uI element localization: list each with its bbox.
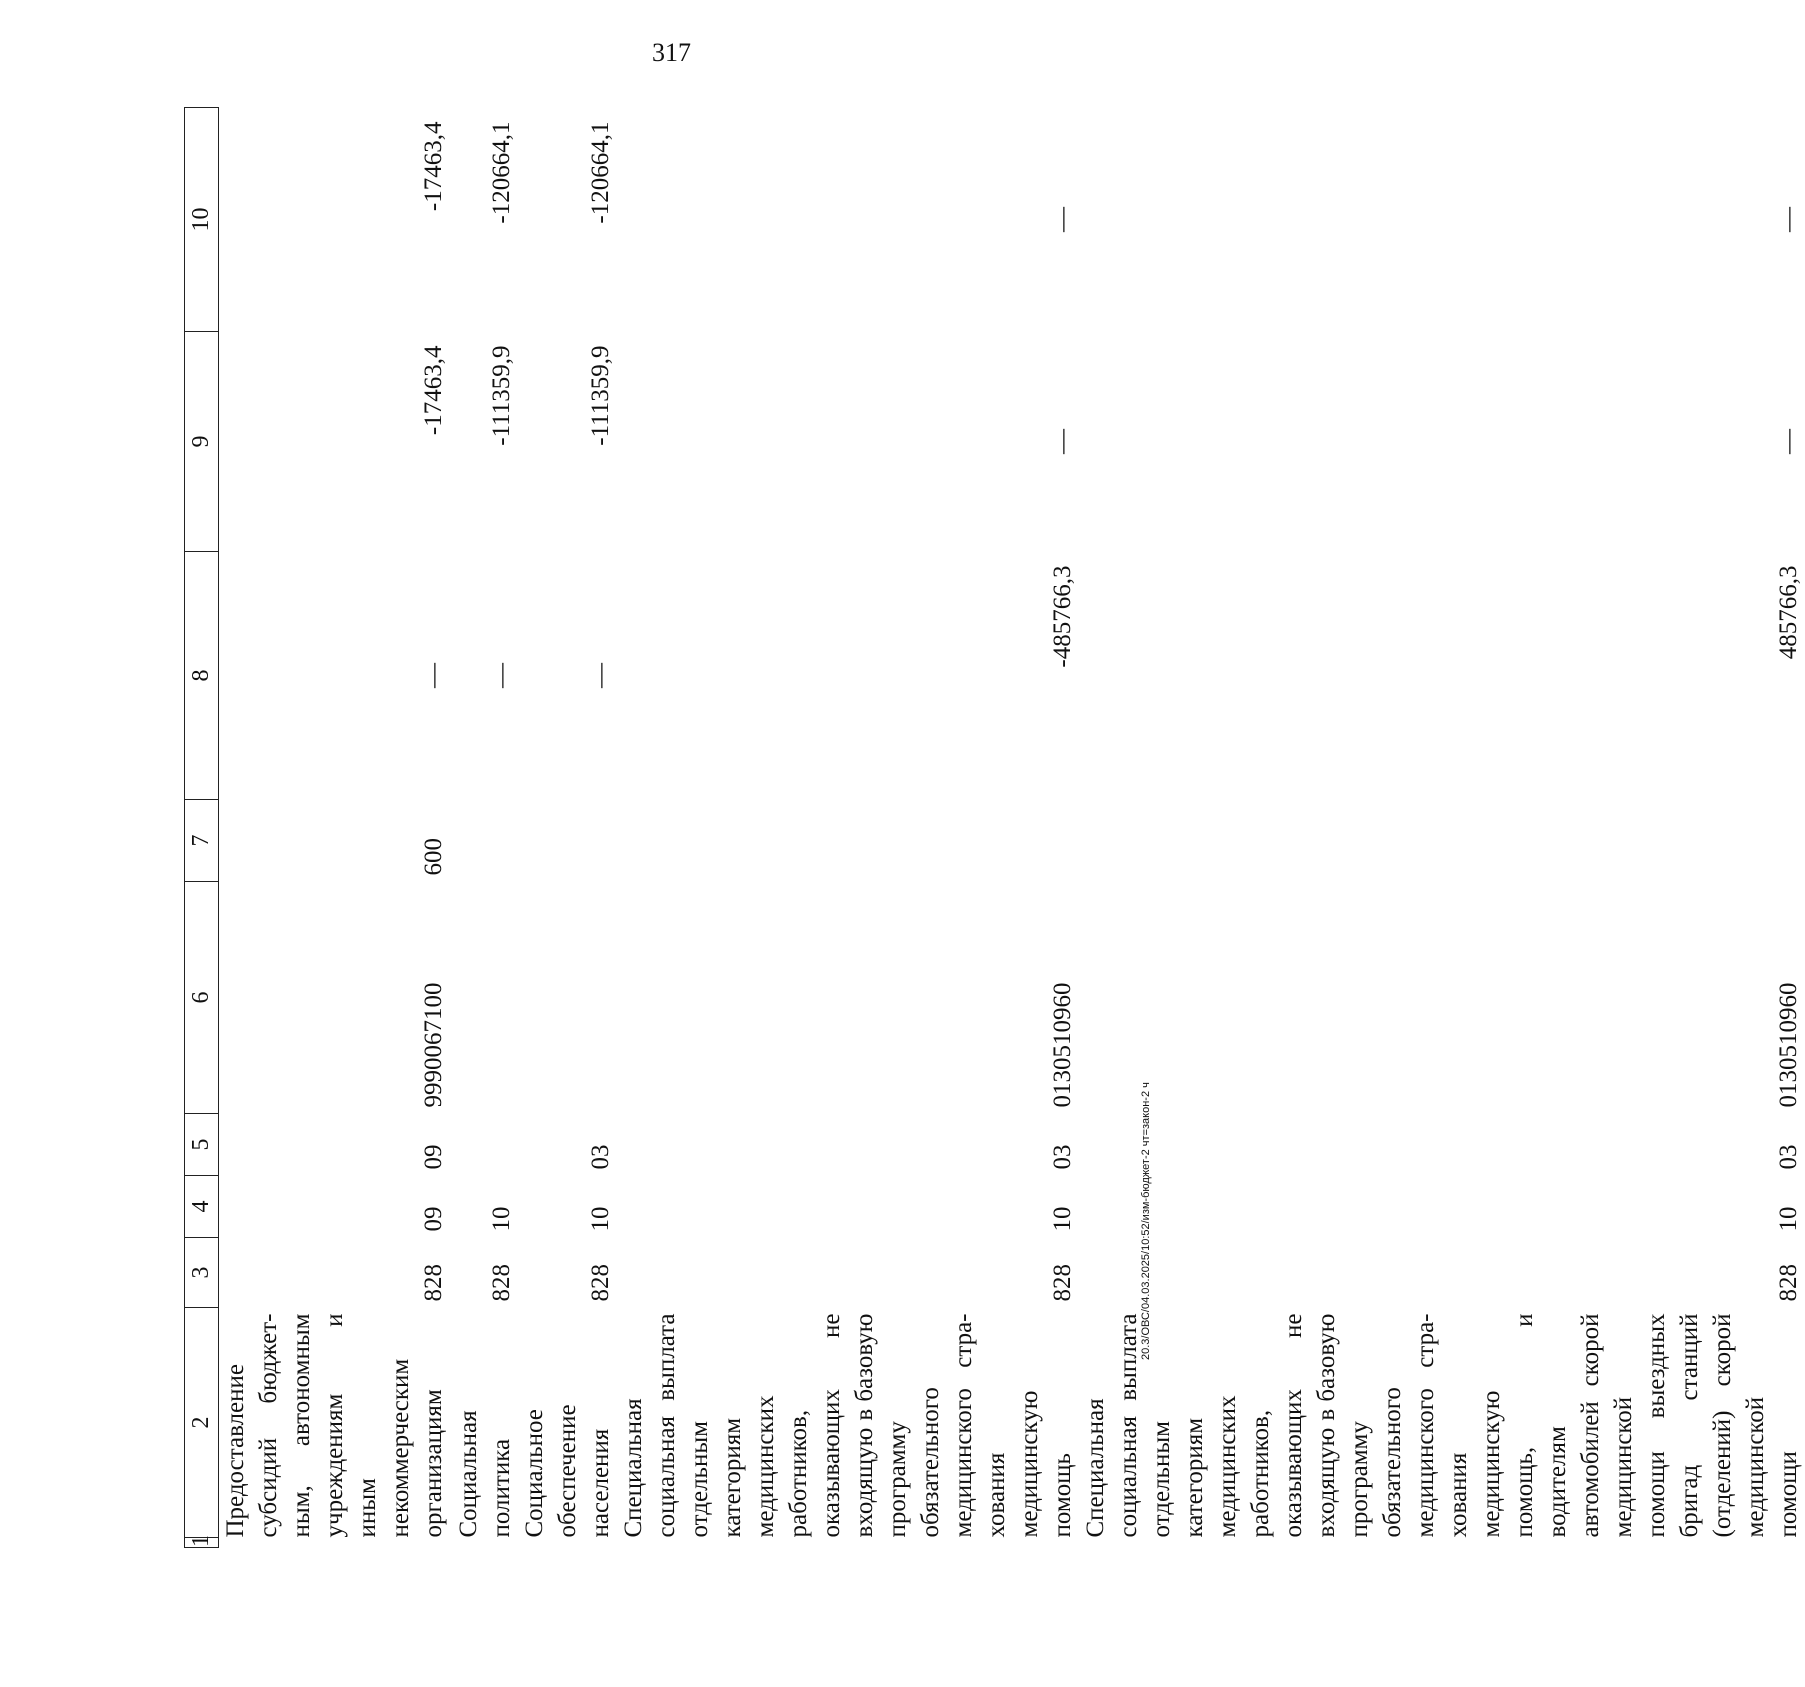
row-code-3: 828: [420, 1264, 447, 1302]
row-code-6: 9990067100: [420, 982, 447, 1108]
row-code-6: 0130510960: [1049, 982, 1076, 1108]
column-header: 9: [185, 332, 219, 552]
row-code-5: [450, 1114, 518, 1176]
row-col1: [518, 1538, 617, 1548]
row-value-10: -120664,1: [587, 121, 614, 224]
row-name: Специальная социальная выплата отдельным категориям медицинских работников, оказывающих не входящую в базовую программу обязательного медицинского страхования медицинскую помощь, и водителям автомобилей скорой медицинской помощи выездных бригад станций (отделений) скорой медицинской помощи: [1082, 1313, 1802, 1538]
column-header: 7: [185, 800, 219, 882]
row-code-7: [518, 800, 617, 882]
row-code-5: 03: [1049, 1144, 1076, 1170]
table-row: [219, 108, 451, 1548]
row-value-10: —: [1775, 207, 1802, 232]
column-header: 8: [185, 552, 219, 800]
row-code-6: 0130510960: [1775, 982, 1802, 1108]
row-value-8: —: [488, 663, 515, 688]
column-header: 2: [185, 1308, 219, 1538]
table-row: [450, 108, 518, 1548]
row-code-6: [518, 882, 617, 1114]
row-code-3: 828: [1049, 1264, 1076, 1302]
row-value-8: —: [420, 663, 447, 688]
column-header: 4: [185, 1176, 219, 1238]
row-code-3: 828: [587, 1264, 614, 1302]
row-code-7: [1079, 800, 1805, 882]
column-header: 1: [185, 1538, 219, 1548]
budget-table: [184, 107, 1805, 1548]
page-number: 317: [652, 38, 691, 67]
row-value-8: —: [587, 663, 614, 688]
row-value-9: —: [1775, 429, 1802, 454]
table-header-row: [185, 108, 219, 1548]
row-value-9: —: [1049, 429, 1076, 454]
row-value-9: -17463,4: [420, 345, 447, 436]
table-row: [617, 108, 1079, 1548]
row-code-5: 03: [587, 1144, 614, 1170]
row-value-10: -17463,4: [420, 121, 447, 212]
row-code-5: 09: [420, 1144, 447, 1170]
row-name: Социальная политика: [455, 1410, 515, 1538]
column-header: 3: [185, 1238, 219, 1308]
row-code-4: 09: [420, 1206, 447, 1232]
row-value-10: -120664,1: [488, 121, 515, 224]
table-row: [518, 108, 617, 1548]
row-code-3: 828: [1775, 1264, 1802, 1302]
row-code-5: 03: [1775, 1144, 1802, 1170]
row-col1: [1079, 1538, 1805, 1548]
row-col1: [450, 1538, 518, 1548]
row-code-3: 828: [488, 1264, 515, 1302]
row-name: Социальное обеспечение населения: [521, 1404, 614, 1538]
row-value-9: -111359,9: [488, 345, 515, 446]
column-header: 10: [185, 108, 219, 332]
table-row: [1079, 108, 1805, 1548]
row-value-8: -485766,3: [1049, 565, 1076, 668]
row-code-4: 10: [587, 1206, 614, 1232]
column-header: 6: [185, 882, 219, 1114]
row-code-4: 10: [1775, 1206, 1802, 1232]
document-footer-code: 20.3/ОВС/04.03.2025/10:52/изм-бюджет-2 чт=закон-2 ч: [1140, 1082, 1152, 1360]
row-value-9: -111359,9: [587, 345, 614, 446]
row-code-4: 10: [1049, 1206, 1076, 1232]
row-value-8: 485766,3: [1775, 565, 1802, 660]
row-name: Предоставление субсидий бюджетным, автономным учреждениям и иным некоммерческим организациям: [222, 1313, 447, 1538]
column-header: 5: [185, 1114, 219, 1176]
row-name: Специальная социальная выплата отдельным категориям медицинских работников, оказывающих не входящую в базовую программу обязательного медицинского страхования медицинскую помощь: [620, 1313, 1076, 1538]
row-code-4: 10: [488, 1206, 515, 1232]
row-code-7: [450, 800, 518, 882]
row-code-6: [450, 882, 518, 1114]
row-code-7: [617, 800, 1079, 882]
row-value-10: —: [1049, 207, 1076, 232]
row-code-7: 600: [420, 838, 447, 876]
row-col1: [219, 1538, 451, 1548]
row-col1: [617, 1538, 1079, 1548]
